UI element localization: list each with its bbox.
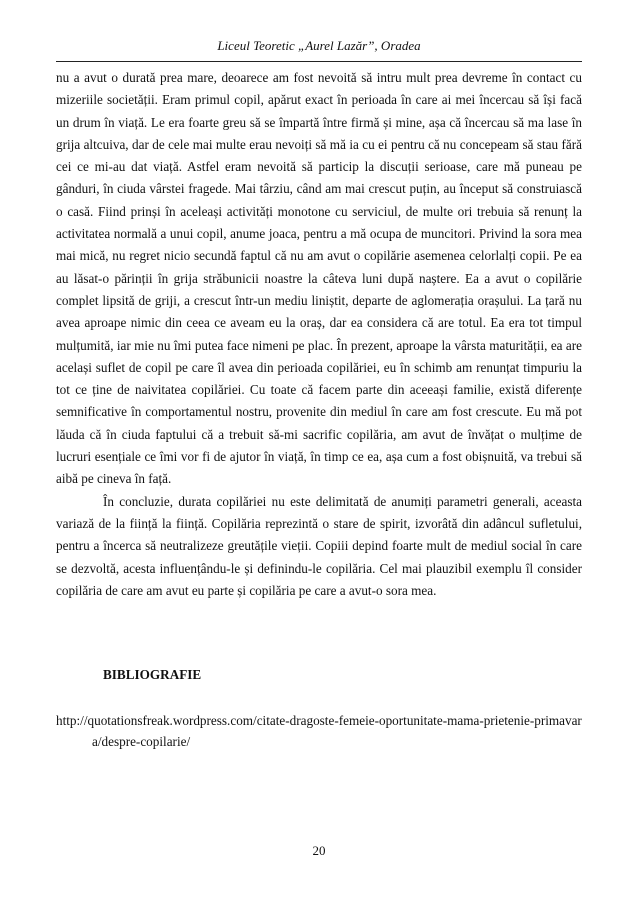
main-text: [56, 67, 582, 602]
page-number: 20: [312, 843, 326, 858]
header-divider: [56, 61, 582, 62]
page-header: Liceul Teoretic „Aurel Lazăr”, Oradea: [217, 38, 421, 53]
body-paragraph-2: În concluzie, durata copilăriei nu este delimitată de anumiți parametri generali, aceasta variază de la ființă la ființă. Copilăria reprezintă o stare de spirit, izvorâtă din adâncul sufletului, pentru a încerca să neutralizeze greutățile vieții. Copiii depind foarte mult de mediul social în care se dezvoltă, acesta influențându-le și definindu-le copilăria. Cel mai plauzibil exemplu îl consider copilăria de care am avut eu parte și copilăria pe care a avut-o sora mea.: [56, 493, 582, 598]
body-paragraph-1: nu a avut o durată prea mare, deoarece am fost nevoită să intru mult prea devreme în contact cu mizeriile societății. Eram primul copil, apărut exact în perioada în care ai mei încercau să își facă un drum în viață. Le era foarte greu să se împartă între firmă și mine, așa că încercau să ma lase în grija altcuiva, dar de cele mai multe erau nevoiți să mă ia cu ei pentru că nu concepeam să stau fără cei ce mi-au dat viață. Astfel eram nevoită să particip la discuții serioase, care mă puneau pe gânduri, în ciuda vârstei fragede. Mai târziu, când am mai crescut puțin, au început să construiască o casă. Fiind prinși în aceleași activități monotone cu serviciul, de multe ori trebuia să renunț la activitatea normală a unui copil, anume joaca, pentru a mă ocupa de muncitori. Privind la sora mea mai mică, nu regret nicio secundă faptul că nu am avut o copilărie asemenea celorlalți copii. Pe ea au lăsat-o părinții în grija străbunicii noastre la câteva luni după naștere. Ea a avut o copilărie complet lipsită de griji, a crescut într-un mediu liniștit, departe de aglomerația orașului. La țară nu avea aproape nimic din ceea ce aveam eu la oraș, dar ea considera că are totul. Ea era tot timpul mulțumită, iar mie nu îmi putea face nimeni pe plac. În prezent, aproape la vârsta maturității, ea are același suflet de copil pe care îl avea din perioada copilăriei, eu în schimb am renunțat timpuriu la tot ce ține de naivitatea copilăriei. Cu toate că facem parte din aceeași familie, există diferențe semnificative în comportamentul nostru, provenite din mediul în care am fost crescute. Eu mă pot lăuda că în ciuda faptului că a trebuit să-mi sacrific copilăria, am avut de învățat o mulțime de lucruri esențiale ce îmi vor fi de ajutor în viață, în timp ce ea, așa cum a fost obișnuită, va trebui să aibă pe cineva în față.: [56, 70, 582, 487]
bibliography-entry: http://quotationsfreak.wordpress.com/citate-dragoste-femeie-oportunitate-mama-prietenie-primavara/despre-copilarie/: [56, 713, 582, 749]
bibliography-heading: BIBLIOGRAFIE: [103, 667, 202, 682]
